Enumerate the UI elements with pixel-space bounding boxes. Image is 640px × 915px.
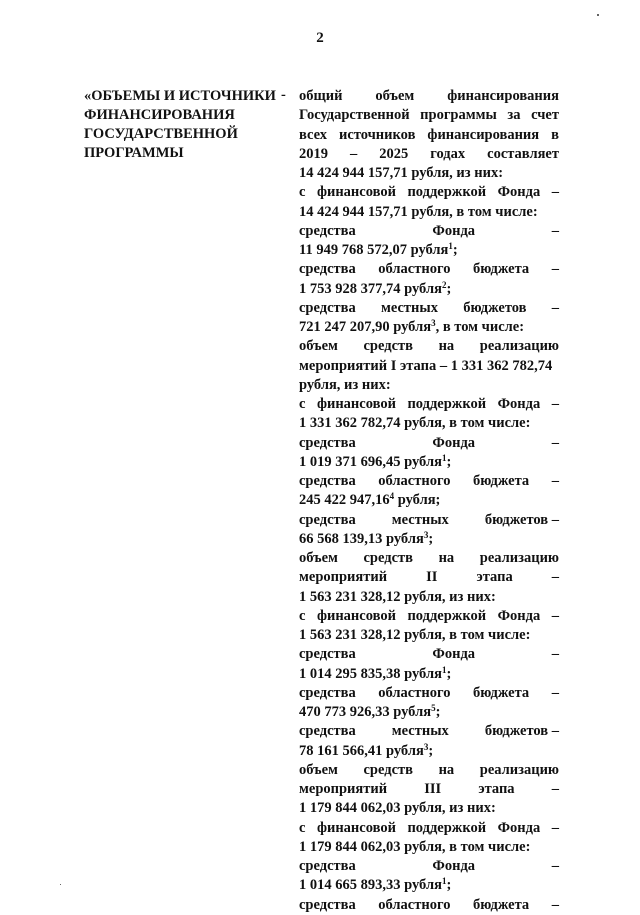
- text-line: всех источников финансирования в: [299, 126, 559, 143]
- amount-line: 78 161 566,41 рубля$^3$;: [299, 741, 434, 759]
- text-line: мероприятий III этапа –: [299, 781, 559, 797]
- amount-line: 1 014 295 835,38 рубля$^1$;: [299, 664, 452, 682]
- text-line: 2019 – 2025 годах составляет: [299, 145, 559, 162]
- financing-text: [299, 87, 559, 915]
- text-line: с финансовой поддержкой Фонда –: [299, 607, 559, 624]
- text-line: средства местных бюджетов –: [299, 299, 559, 316]
- text-line: рубля, из них:: [299, 376, 391, 393]
- text-line: объем средств на реализацию: [299, 338, 559, 355]
- text-line: 1 179 844 062,03 рубля, в том числе:: [299, 838, 531, 855]
- text-line: мероприятий II этапа –: [299, 569, 559, 586]
- text-line: 1 563 231 328,12 рубля, в том числе:: [299, 627, 531, 643]
- text-line: 1 179 844 062,03 рубля, из них:: [299, 800, 496, 817]
- amount-line: 1 019 371 696,45 рубля$^1$;: [299, 452, 452, 470]
- passport-heading: [84, 87, 284, 163]
- amount-line: 470 773 926,33 рубля$^5$;: [299, 703, 441, 720]
- amount-line: 11 949 768 572,07 рубля$^1$;: [299, 241, 458, 258]
- text-line: средства областного бюджета –: [299, 261, 559, 278]
- total-amount-line: 14 424 944 157,71 рубля, из них:: [299, 165, 504, 181]
- heading-line: ГОСУДАРСТВЕННОЙ: [84, 126, 238, 142]
- text-line: 14 424 944 157,71 рубля, в том числе:: [299, 203, 538, 220]
- page-number: 2: [316, 30, 324, 46]
- text-line: с финансовой поддержкой Фонда –: [299, 396, 559, 412]
- amount-line: 245 422 947,16$^4$ рубля;: [299, 491, 441, 509]
- amount-line: 66 568 139,13 рубля$^3$;: [299, 529, 434, 547]
- text-line: средства местных бюджетов –: [299, 511, 559, 528]
- text-line: средства местных бюджетов –: [299, 723, 559, 740]
- text-line: мероприятий I этапа – 1 331 362 782,74: [299, 357, 553, 374]
- text-line: с финансовой поддержкой Фонда –: [299, 184, 559, 201]
- heading-line: ФИНАНСИРОВАНИЯ: [84, 107, 235, 123]
- text-line: средства областного бюджета –: [299, 684, 559, 701]
- text-line: с финансовой поддержкой Фонда –: [299, 819, 559, 836]
- text-line: средства Фонда –: [299, 646, 559, 663]
- amount-line: 1 014 665 893,33 рубля$^1$;: [299, 876, 452, 894]
- text-line: средства Фонда –: [299, 222, 559, 239]
- scan-speck: [597, 14, 599, 16]
- scan-speck: [60, 884, 61, 885]
- text-line: объем средств на реализацию: [299, 550, 559, 566]
- amount-line: 1 753 928 377,74 рубля$^2$;: [299, 279, 452, 297]
- text-line: 1 331 362 782,74 рубля, в том числе:: [299, 415, 531, 432]
- amount-line: 721 247 207,90 рубля$^3$, в том числе:: [299, 318, 525, 335]
- text-line: средства Фонда –: [299, 434, 559, 451]
- heading-line: ПРОГРАММЫ: [84, 145, 184, 161]
- heading-dash: -: [281, 87, 286, 103]
- text-line: средства Фонда –: [299, 858, 559, 874]
- text-line: объем средств на реализацию: [299, 761, 559, 778]
- text-line: средства областного бюджета –: [299, 473, 559, 489]
- text-line: общий объем финансирования: [299, 88, 559, 104]
- text-line: средства областного бюджета –: [299, 896, 559, 913]
- text-line: 1 563 231 328,12 рубля, из них:: [299, 588, 496, 605]
- text-line: Государственной программы за счет: [299, 107, 559, 124]
- heading-line: «ОБЪЕМЫ И ИСТОЧНИКИ: [84, 88, 276, 104]
